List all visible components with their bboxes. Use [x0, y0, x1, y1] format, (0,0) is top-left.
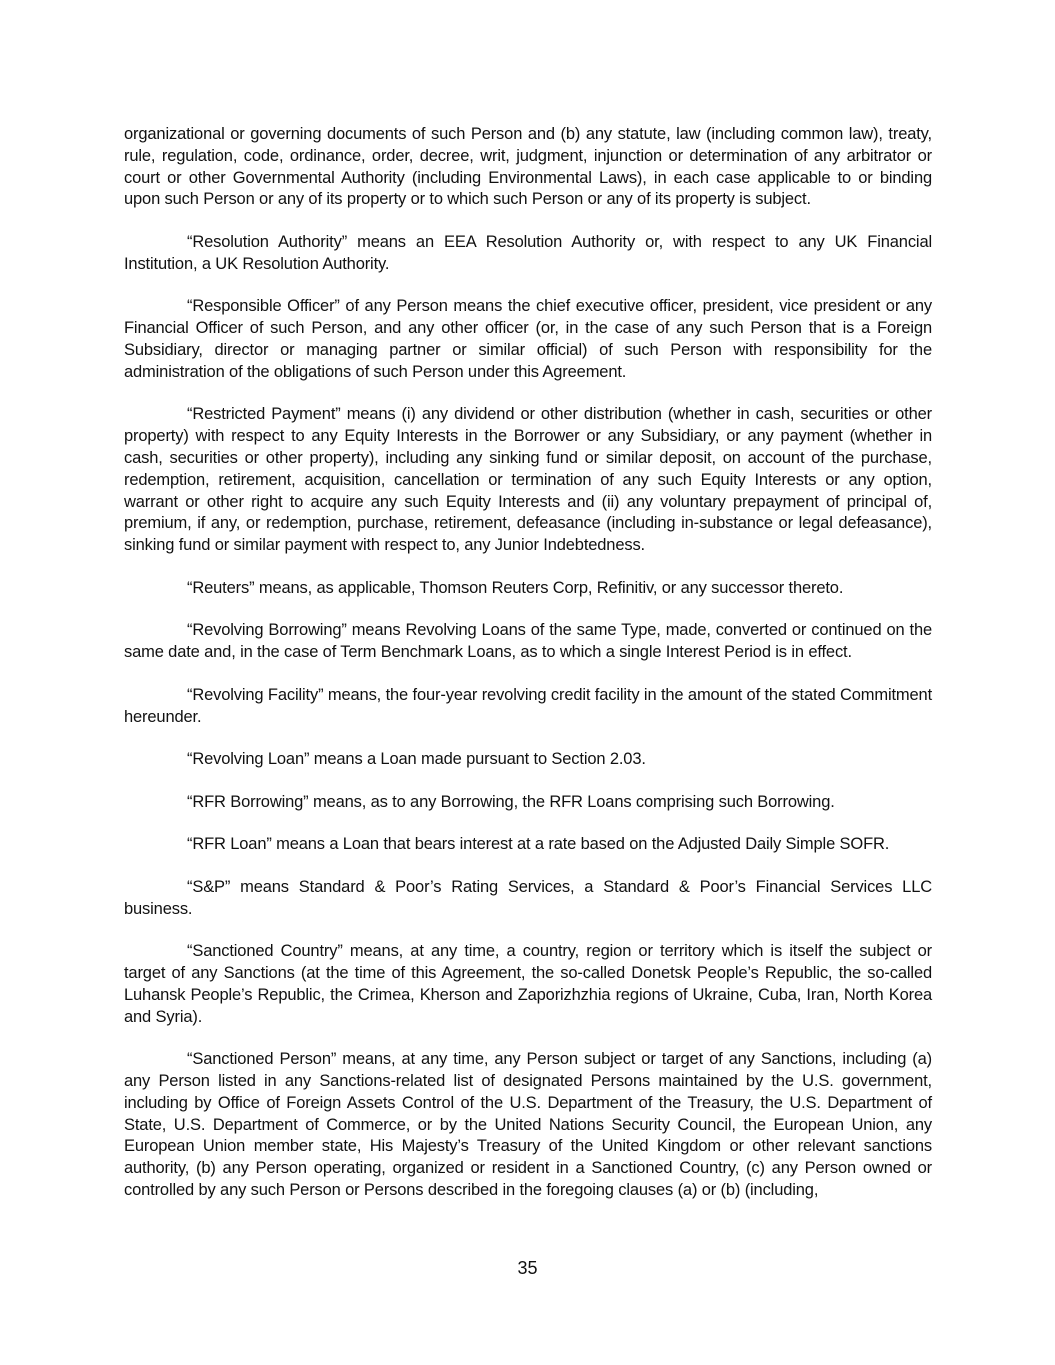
definition-sanctioned-person: “Sanctioned Person” means, at any time, any Person subject or target of any Sanctions, including (a) any Person listed in any Sanctions-related list of designated Persons maintained by the U.S. government, including by Office of Foreign Assets Control of the U.S. Department of the Treasury, the U.S. Department of State, U.S. Department of Commerce, or by the United Nations Security Council, the European Union, any European Union member state, His Majesty’s Treasury of the United Kingdom or other relevant sanctions authority, (b) any Person operating, organized or resident in a Sanctioned Country, (c) any Person owned or controlled by any such Person or Persons described in the foregoing clauses (a) or (b) (including, [124, 1050, 932, 1200]
definition-revolving-borrowing: “Revolving Borrowing” means Revolving Loans of the same Type, made, converted or continued on the same date and, in the case of Term Benchmark Loans, as to which a single Interest Period is in effect. [124, 621, 932, 662]
definition-reuters: “Reuters” means, as applicable, Thomson Reuters Corp, Refinitiv, or any successor thereto. [187, 578, 844, 597]
definition-revolving-loan: “Revolving Loan” means a Loan made pursuant to Section 2.03. [187, 750, 646, 769]
definition-revolving-facility: “Revolving Facility” means, the four-year revolving credit facility in the amount of the stated Commitment hereunder. [124, 685, 932, 726]
definition-sanctioned-country: “Sanctioned Country” means, at any time, a country, region or territory which is itself the subject or target of any Sanctions (at the time of this Agreement, the so-called Donetsk People’s Republic, the so-called Luhansk People’s Republic, the Crimea, Kherson and Zaporizhzhia regions of Ukraine, Cuba, Iran, North Korea and Syria). [124, 942, 932, 1026]
document-body [124, 124, 932, 1223]
page-number: 35 [517, 1258, 538, 1278]
definition-s-and-p: “S&P” means Standard & Poor’s Rating Services, a Standard & Poor’s Financial Services LLC business. [124, 877, 932, 918]
paragraph-continuation: organizational or governing documents of such Person and (b) any statute, law (including common law), treaty, rule, regulation, code, ordinance, order, decree, writ, judgment, injunction or determination of any arbitrator or court or other Governmental Authority (including Environmental Laws), in each case applicable to or binding upon such Person or any of its property or to which such Person or any of its property is subject. [124, 125, 932, 209]
definition-restricted-payment: “Restricted Payment” means (i) any dividend or other distribution (whether in cash, securities or other property) with respect to any Equity Interests in the Borrower or any Subsidiary, or any payment (whether in cash, securities or other property), including any sinking fund or similar deposit, on account of the purchase, redemption, retirement, acquisition, cancellation or termination of any such Equity Interests or any option, warrant or other right to acquire any such Equity Interests and (ii) any voluntary prepayment of principal of, premium, if any, or redemption, purchase, retirement, defeasance (including in-substance or legal defeasance), sinking fund or similar payment with respect to, any Junior Indebtedness. [124, 405, 932, 555]
definition-resolution-authority: “Resolution Authority” means an EEA Resolution Authority or, with respect to any UK Financial Institution, a UK Resolution Authority. [124, 232, 932, 273]
definition-rfr-borrowing: “RFR Borrowing” means, as to any Borrowing, the RFR Loans comprising such Borrowing. [187, 792, 835, 811]
definition-responsible-officer: “Responsible Officer” of any Person means the chief executive officer, president, vice president or any Financial Officer of such Person, and any other officer (or, in the case of any such Person that is a Foreign Subsidiary, director or managing partner or similar official) of such Person with responsibility for the administration of the obligations of such Person under this Agreement. [124, 297, 932, 381]
definition-rfr-loan: “RFR Loan” means a Loan that bears interest at a rate based on the Adjusted Daily Simple SOFR. [187, 835, 890, 854]
